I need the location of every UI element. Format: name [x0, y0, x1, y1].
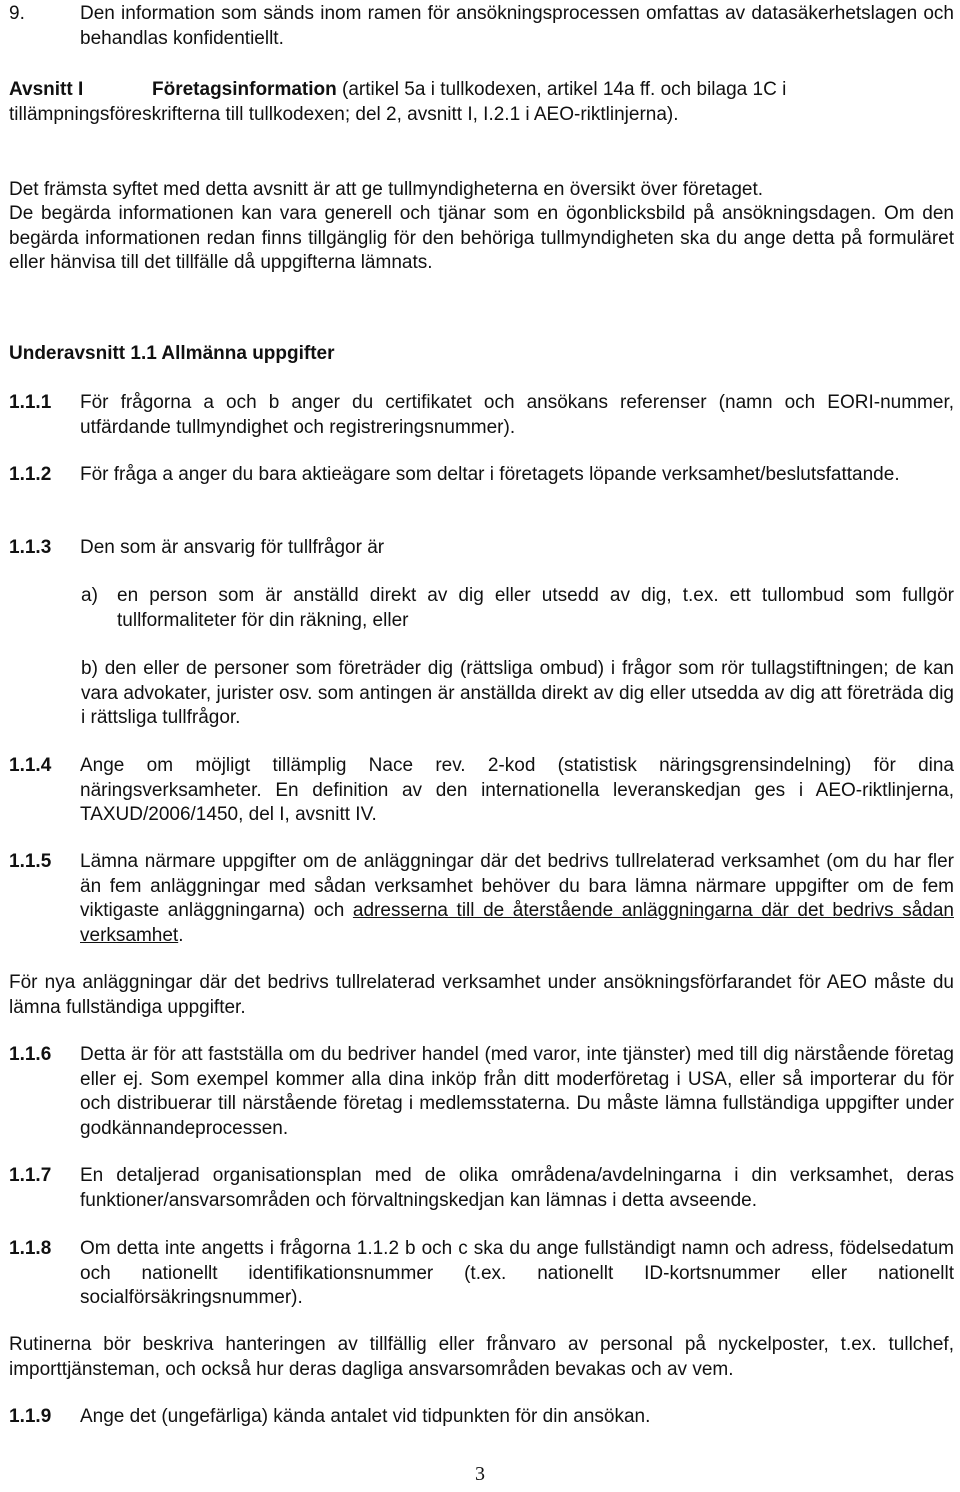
q113-number: 1.1.3: [9, 537, 52, 558]
intro-paragraph-1: Det främsta syftet med detta avsnitt är att ge tullmyndigheterna en översikt över företaget.: [9, 179, 764, 200]
q111-text: För frågorna a och b anger du certifikatet och ansökans referenser (namn och EORI-nummer, utfärdande tullmyndighet och registreringsnummer).: [80, 392, 954, 438]
q114-text: Ange om möjligt tillämplig Nace rev. 2-kod (statistisk näringsgrensindelning) för dina näringsverksamheter. En definition av den internationella leveranskedjan ges i AEO-riktlinjerna, TAXUD/2006/1450, del I, avsnitt IV.: [80, 755, 954, 825]
item-9: [9, 2, 954, 51]
q115-number: 1.1.5: [9, 851, 52, 872]
q119-number: 1.1.9: [9, 1406, 52, 1427]
q112-number: 1.1.2: [9, 464, 52, 485]
q113-b-text: b) den eller de personer som företräder dig (rättsliga ombud) i frågor som rör tullagstiftningen; de kan vara advokater, jurister osv. som antingen är anställda direkt av dig eller utsedda av dig att företräda dig i rättsliga tullfrågor.: [81, 658, 954, 728]
section-title: Företagsinformation: [152, 79, 337, 100]
q115-text: [80, 850, 954, 948]
q118-text: Om detta inte angetts i frågorna 1.1.2 b och c ska du ange fullständigt namn och adress, födelsedatum och nationellt identifikationsnummer (t.ex. nationellt ID-kortsnummer eller nationellt socialförsäkringsnummer).: [80, 1238, 954, 1308]
q113-a-text: en person som är anställd direkt av dig eller utsedd av dig, t.ex. ett tullombud som fullgör tullformaliteter för din räkning, eller: [117, 585, 954, 631]
q119-text: Ange det (ungefärliga) kända antalet vid tidpunkten för din ansökan.: [80, 1406, 651, 1427]
section-label: Avsnitt I: [9, 79, 84, 100]
new-sites-paragraph: För nya anläggningar där det bedrivs tullrelaterad verksamhet under ansökningsförfarandet för AEO måste du lämna fullständiga uppgifter.: [9, 972, 954, 1018]
intro-paragraph-2: De begärda informationen kan vara generell och tjänar som en ögonblicksbild på ansökningsdagen. Om den begärda informationen redan finns tillgänglig för den behöriga tullmyndigheten ska du ange detta på formuläret eller hänvisa till det tillfälle då uppgifterna lämnats.: [9, 203, 954, 273]
q117-number: 1.1.7: [9, 1165, 52, 1186]
q115-text-end: .: [178, 924, 184, 946]
q112-text: För fråga a anger du bara aktieägare som deltar i företagets löpande verksamhet/beslutsfattande.: [80, 464, 900, 485]
q115-text-underlined: adresserna till de återstående anläggningarna där det bedrivs sådan verksamhet: [80, 900, 954, 946]
item-9-text: Den information som sänds inom ramen för ansökningsprocessen omfattas av datasäkerhetslagen och behandlas konfidentiellt.: [80, 3, 954, 49]
q116-number: 1.1.6: [9, 1044, 52, 1065]
q113-text: Den som är ansvarig för tullfrågor är: [80, 537, 385, 558]
q118-number: 1.1.8: [9, 1238, 52, 1259]
q117-text: En detaljerad organisationsplan med de olika områdena/avdelningarna i din verksamhet, deras funktioner/ansvarsområden och förvaltningskedjan kan lämnas i detta avseende.: [80, 1165, 954, 1211]
section-heading: [9, 78, 954, 127]
q115-text-plain: Lämna närmare uppgifter om de anläggningar där det bedrivs tullrelaterad verksamhet (om du har fler än fem anläggningar med sådan verksamhet behöver du bara lämna närmare uppgifter om de fem viktigaste anläggningarna) och: [80, 851, 954, 921]
item-9-number: 9.: [9, 3, 25, 24]
section-ref: (artikel 5a i tullkodexen, artikel 14a ff. och bilaga 1C i tillämpningsföreskrifterna till tullkodexen; del 2, avsnitt I, I.2.1 i AEO-riktlinjerna).: [9, 79, 787, 125]
routines-paragraph: Rutinerna bör beskriva hanteringen av tillfällig eller frånvaro av personal på nyckelposter, t.ex. tullchef, importtjänsteman, och också hur deras dagliga ansvarsområden bevakas och av vem.: [9, 1334, 954, 1380]
q111-number: 1.1.1: [9, 392, 52, 413]
q114-number: 1.1.4: [9, 755, 52, 776]
subsection-title: Underavsnitt 1.1 Allmänna uppgifter: [9, 343, 335, 364]
q116-text: Detta är för att fastställa om du bedriver handel (med varor, inte tjänster) med till dig närstående företag eller ej. Som exempel kommer alla dina inköp från ditt moderföretag i USA, eller så importerar du för och distribuerar till närstående företag i medlemsstaterna. Du måste lämna fullständiga uppgifter under godkännandeprocessen.: [80, 1044, 954, 1139]
q113-a-label: a): [81, 585, 98, 606]
page-number: 3: [475, 1463, 485, 1485]
